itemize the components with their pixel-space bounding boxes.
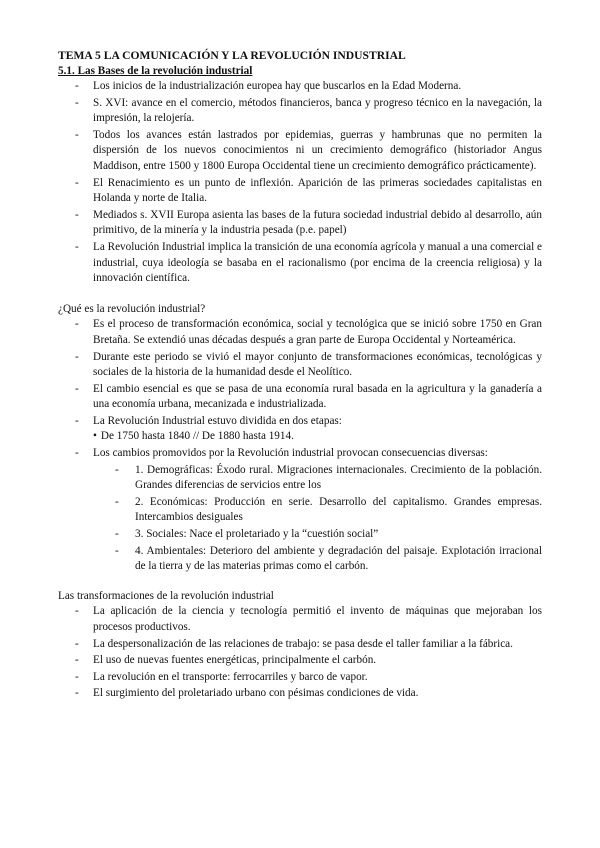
cambios-intro: - Los cambios promovidos por la Revolución industrial provocan consecuencias diversas: [93,447,488,460]
list-item-etapas [58,414,542,445]
list-item: - Durante este periodo se vivió el mayor conjunto de transformaciones económicas, tecnológicas y sociales de la historia de la humanidad desde el Neolítico. [58,350,542,381]
que-es-heading: ¿Qué es la revolución industrial? [58,302,206,315]
section-subtitle: 5.1. Las Bases de la revolución industrial [58,65,253,77]
list-item: - El uso de nuevas fuentes energéticas, principalmente el carbón. [58,653,542,669]
page-title: TEMA 5 LA COMUNICACIÓN Y LA REVOLUCIÓN INDUSTRIAL [58,49,406,62]
list-item: - La revolución en el transporte: ferrocarriles y barco de vapor. [58,670,542,686]
sub-list-item: - 1. Demográficas: Éxodo rural. Migraciones internacionales. Crecimiento de la población. Grandes diferencias de servicios entre los [93,463,542,494]
list-item: - El Renacimiento es un punto de inflexión. Aparición de las primeras sociedades capitalistas en Holanda y norte de Italia. [58,176,542,207]
que-es-list [58,317,542,575]
transformaciones-list [58,604,542,702]
sub-list-item: - 2. Económicas: Producción en serie. Desarrollo del capitalismo. Grandes empresas. Intercambios desiguales [93,495,542,526]
list-item: - El surgimiento del proletariado urbano con pésimas condiciones de vida. [58,686,542,702]
list-item: - Mediados s. XVII Europa asienta las bases de la futura sociedad industrial debido al desarrollo, aún primitivo, de la minería y la industria pesada (p.e. papel) [58,208,542,239]
list-item: - La despersonalización de las relaciones de trabajo: se pasa desde el taller familiar a la fábrica. [58,637,542,653]
etapas-dates: • De 1750 hasta 1840 // De 1880 hasta 1914. [93,429,542,445]
list-item: - S. XVI: avance en el comercio, métodos financieros, banca y progreso técnico en la navegación, la impresión, la relojería. [58,96,542,127]
list-item: - Es el proceso de transformación económica, social y tecnológica que se inició sobre 1750 en Gran Bretaña. Se extendió unas décadas después a gran parte de Europa Occidental y Norteamérica. [58,317,542,348]
bases-list [58,79,542,287]
list-item: - Los inicios de la industrialización europea hay que buscarlos en la Edad Moderna. [58,79,542,95]
transformaciones-heading: Las transformaciones de la revolución industrial [58,589,274,602]
cambios-sublist [93,463,542,575]
list-item: - Todos los avances están lastrados por epidemias, guerras y hambrunas que no permiten la dispersión de los nuevos conocimientos ni un crecimiento demográfico (historiador Angus Maddison, entre 1500 y 1800 Europa Occidental tiene un crecimiento demográfico prácticamente). [58,128,542,175]
list-item: - La aplicación de la ciencia y tecnología permitió el invento de máquinas que mejoraban los procesos productivos. [58,604,542,635]
list-item: - La Revolución Industrial implica la transición de una economía agrícola y manual a una comercial e industrial, cuya ideología se basaba en el racionalismo (por encima de la creencia religiosa) y la innovación científica. [58,240,542,287]
sub-list-item: - 3. Sociales: Nace el proletariado y la “cuestión social” [93,527,542,543]
list-item: - El cambio esencial es que se pasa de una economía rural basada en la agricultura y la ganadería a una economía urbana, mecanizada e industrializada. [58,382,542,413]
list-item-cambios [58,446,542,575]
sub-list-item: - 4. Ambientales: Deterioro del ambiente y degradación del paisaje. Explotación irracional de la tierra y de las materias primas como el carbón. [93,544,542,575]
etapas-label: - La Revolución Industrial estuvo dividida en dos etapas: [93,414,342,427]
